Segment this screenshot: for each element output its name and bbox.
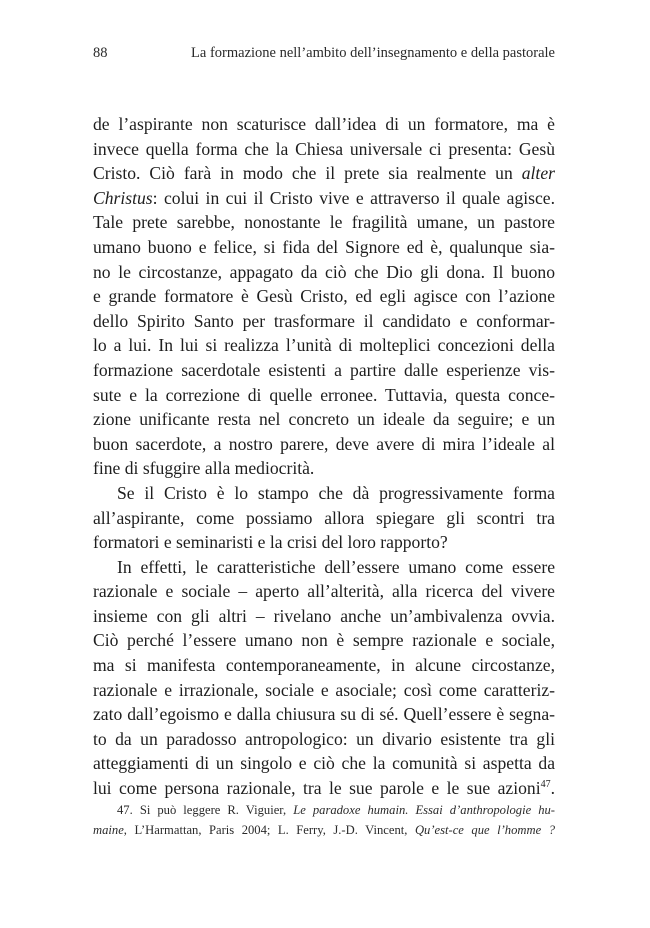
text-line: insieme con gli altri – rivelano anche un’ambivalenza ovvia. bbox=[93, 605, 555, 626]
text-line: e grande formatore è Gesù Cristo, ed egli agisce con l’azione bbox=[93, 286, 555, 307]
text-line: Tale prete sarebbe, nonostante le fragilità umane, un pastore bbox=[93, 212, 555, 233]
italic-term: Christus bbox=[93, 187, 153, 208]
text-line: buon sacerdote, a nostro parere, deve avere di mira l’ideale al bbox=[93, 433, 555, 454]
text-line: razionale e sociale – aperto all’alterità, alla ricerca del vivere bbox=[93, 581, 555, 602]
footnote-number: 47. bbox=[117, 803, 133, 817]
text-line: zato dall’egoismo e dalla chiusura su di sé. Quell’essere è segna- bbox=[93, 704, 555, 725]
text-line: atteggiamenti di un singolo e ciò che la comunità si aspetta da bbox=[93, 753, 555, 774]
footnote-line bbox=[93, 800, 555, 820]
text-line: sute e la correzione di quelle erronee. Tuttavia, questa conce- bbox=[93, 384, 555, 405]
text-line: Se il Cristo è lo stampo che dà progressivamente forma bbox=[117, 482, 555, 503]
text-line bbox=[93, 186, 555, 211]
italic-term: alter bbox=[521, 163, 555, 184]
text-line: all’aspirante, come possiamo allora spiegare gli scontri tra bbox=[93, 507, 555, 528]
body-text bbox=[93, 112, 555, 801]
footnote bbox=[93, 800, 555, 840]
text-line: no le circostanze, appagato da ciò che Dio gli dona. Il buono bbox=[93, 261, 555, 282]
text-line: de l’aspirante non scaturisce dall’idea di un formatore, ma è bbox=[93, 114, 555, 134]
text-segment: Si può leggere R. Viguier, bbox=[139, 803, 287, 817]
running-title: La formazione nell’ambito dell’insegnamento e della pastorale bbox=[191, 45, 555, 61]
text-segment: . bbox=[550, 778, 555, 799]
text-line: dello Spirito Santo per trasformare il candidato e conformar- bbox=[93, 310, 555, 331]
footnote-line bbox=[93, 820, 555, 840]
text-line: invece quella forma che la Chiesa universale ci presenta: Gesù bbox=[93, 138, 555, 159]
text-line: lo a lui. In lui si realizza l’unità di molteplici concezioni della bbox=[93, 335, 555, 356]
text-line: formatori e seminaristi e la crisi del loro rapporto? bbox=[93, 532, 448, 553]
text-segment: : colui in cui il Cristo vive e attraverso il quale agisce. bbox=[152, 187, 555, 208]
text-line: to da un paradosso antropologico: un divario esistente tra gli bbox=[93, 728, 555, 749]
text-line: formazione sacerdotale esistenti a partire dalle esperienze vis- bbox=[93, 359, 555, 380]
text-segment: lui come persona razionale, tra le sue parole e le sue azioni bbox=[93, 778, 541, 799]
text-line bbox=[93, 776, 555, 801]
text-line: Ciò perché l’essere umano non è sempre razionale e sociale, bbox=[93, 630, 555, 651]
text-segment: Cristo. Ciò farà in modo che il prete sia realmente un bbox=[93, 163, 513, 184]
text-line: ma si manifesta contemporaneamente, in alcune circostanze, bbox=[93, 655, 555, 676]
text-line: fine di sfuggire alla mediocrità. bbox=[93, 458, 315, 479]
footnote-reference[interactable]: 47 bbox=[540, 779, 551, 791]
italic-title: Le paradoxe humain. Essai d’anthropologie hu- bbox=[293, 803, 555, 817]
text-line: razionale e irrazionale, sociale e asociale; così come caratteriz- bbox=[93, 679, 555, 700]
text-line: umano buono e felice, si fida del Signore ed è, qualunque sia- bbox=[93, 236, 555, 257]
text-line: In effetti, le caratteristiche dell’essere umano come essere bbox=[117, 556, 555, 577]
italic-title: Qu’est-ce que l’homme ? bbox=[414, 823, 555, 837]
text-line: zione unificante resta nel concreto un ideale da seguire; e un bbox=[93, 409, 555, 430]
text-segment: , L’Harmattan, Paris 2004; L. Ferry, J.-D. Vincent, bbox=[123, 823, 408, 837]
text-line bbox=[93, 161, 555, 186]
page-number: 88 bbox=[93, 45, 108, 61]
italic-title: maine bbox=[93, 823, 124, 837]
